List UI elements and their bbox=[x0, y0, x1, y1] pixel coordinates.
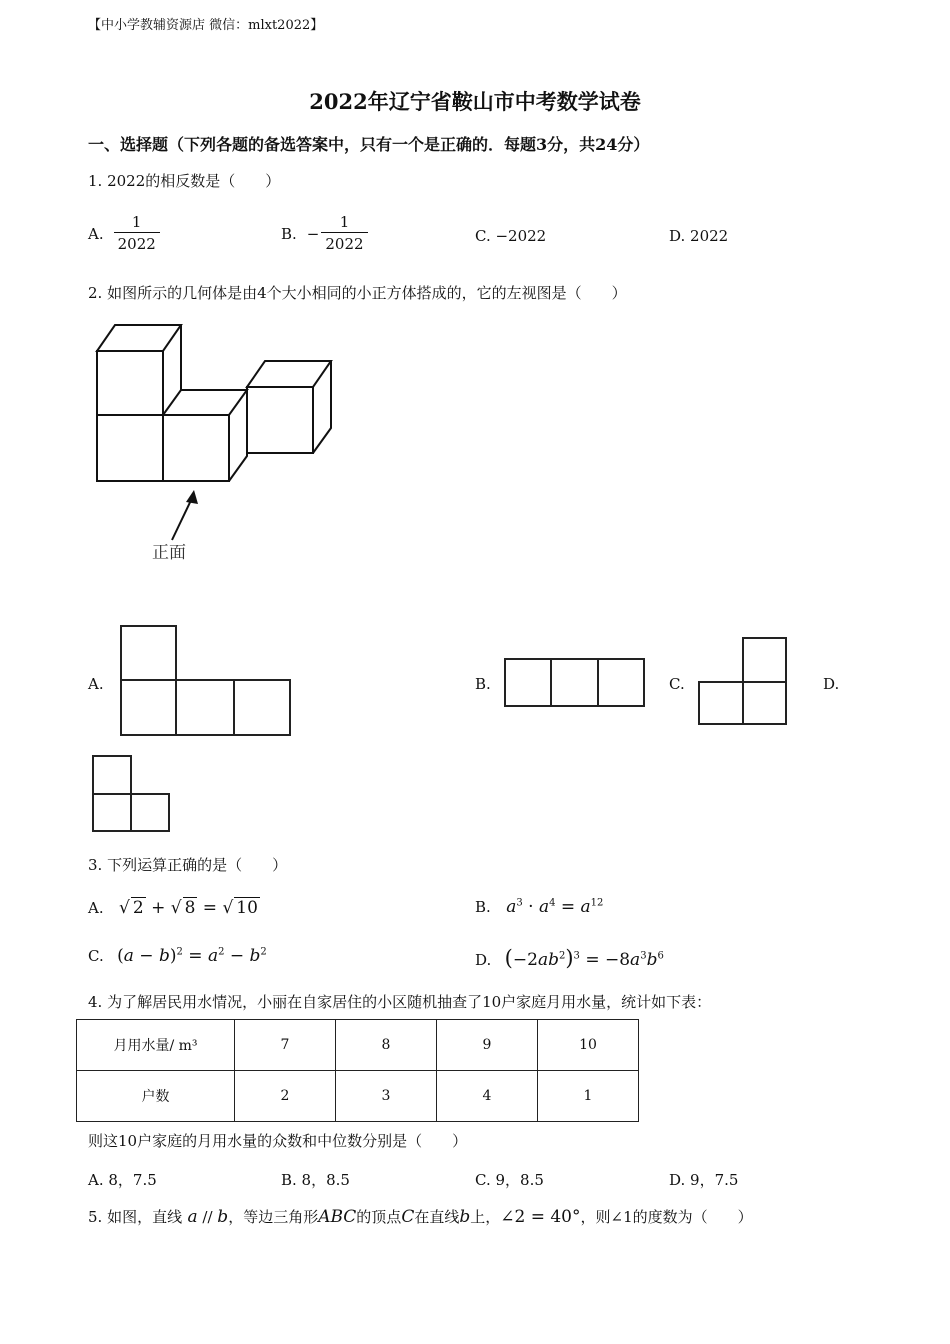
q1-option-b bbox=[281, 212, 368, 255]
q3-b-label: B. bbox=[475, 898, 491, 916]
q3-b-exp3: 12 bbox=[590, 897, 604, 909]
q3-option-d: D. $(-2ab^2)^3 = -8a^3b^6$ bbox=[475, 946, 664, 970]
q1-option-c: C. −2022 bbox=[475, 227, 547, 245]
water-usage-table bbox=[76, 1019, 639, 1122]
table-cell: 2 bbox=[235, 1071, 336, 1122]
table-cell: 4 bbox=[437, 1071, 538, 1122]
page-title: 2022年辽宁省鞍山市中考数学试卷 bbox=[309, 89, 641, 114]
q1-a-num: 1 bbox=[131, 213, 142, 231]
q1-a-fraction bbox=[114, 212, 160, 255]
q1-b-fraction bbox=[321, 212, 367, 255]
q1-option-d: D. 2022 bbox=[669, 227, 729, 245]
q3-a-label: A. bbox=[88, 899, 104, 917]
q3-d-coef: −8 bbox=[604, 950, 631, 970]
q1-option-a bbox=[88, 212, 160, 255]
q5-part: ，等边三角形 bbox=[228, 1208, 319, 1226]
table-cell: 3 bbox=[336, 1071, 437, 1122]
q1-b-den: 2022 bbox=[321, 232, 367, 255]
q2-b-label: B. bbox=[475, 675, 491, 693]
q5-part: 上， bbox=[470, 1208, 501, 1226]
table-row bbox=[77, 1020, 639, 1071]
table-row bbox=[77, 1071, 639, 1122]
q3-a-root3: 10 bbox=[236, 898, 258, 918]
q5-stem: 5. 如图，直线 a // b，等边三角形ABC的顶点C在直线b上，∠2 = 40°，则∠1的度数为（ ） bbox=[88, 1207, 753, 1227]
cube-solid-figure bbox=[90, 318, 340, 568]
table-cell: 9 bbox=[437, 1020, 538, 1071]
q1-b-num: 1 bbox=[339, 213, 350, 231]
q4-option-c: C. 9，8.5 bbox=[475, 1171, 544, 1189]
q4-stem: 4. 为了解居民用水情况，小丽在自家居住的小区随机抽查了10户家庭月用水量，统计如下表： bbox=[88, 993, 712, 1011]
q2-stem: 2. 如图所示的几何体是由4个大小相同的小正方体搭成的，它的左视图是（ ） bbox=[88, 284, 627, 302]
q2-d-label: D. bbox=[823, 675, 840, 693]
arrow-head-icon bbox=[186, 490, 198, 504]
table-cell: 7 bbox=[235, 1020, 336, 1071]
q3-stem: 3. 下列运算正确的是（ ） bbox=[88, 856, 288, 874]
q3-option-a: A. √ 2 + √ 8 = √ 10 bbox=[88, 898, 258, 918]
q1-a-label: A. bbox=[88, 224, 104, 243]
table-cell: 月用水量/ m³ bbox=[77, 1020, 235, 1071]
q4-question: 则这10户家庭的月用水量的众数和中位数分别是（ ） bbox=[88, 1132, 468, 1150]
q3-c-label: C. bbox=[88, 947, 104, 965]
q2-c-label: C. bbox=[669, 675, 685, 693]
q3-b-exp2: 4 bbox=[549, 897, 556, 909]
q5-part: 在直线 bbox=[414, 1208, 460, 1226]
page-header: 【中小学教辅资源店 微信：mlxt2022】 bbox=[88, 18, 324, 33]
q3-b-exp1: 3 bbox=[516, 897, 523, 909]
q1-a-den: 2022 bbox=[114, 232, 160, 255]
q2-a-label: A. bbox=[88, 675, 104, 693]
q5-angle: ∠2 = 40° bbox=[500, 1207, 581, 1227]
q4-option-d: D. 9，7.5 bbox=[669, 1171, 739, 1189]
cube-top-face bbox=[97, 325, 181, 351]
table-cell: 户数 bbox=[77, 1071, 235, 1122]
table-cell: 1 bbox=[538, 1071, 639, 1122]
q3-option-b: B. $a^3 \cdot a^4 = a^{12}$ bbox=[475, 897, 604, 917]
table-cell: 8 bbox=[336, 1020, 437, 1071]
q5-part: 的顶点 bbox=[356, 1208, 402, 1226]
q5-part: ，则∠1的度数为（ ） bbox=[580, 1208, 753, 1226]
section-heading: 一、选择题（下列各题的备选答案中，只有一个是正确的．每题3分，共24分） bbox=[88, 135, 650, 154]
q4-option-a: A. 8，7.5 bbox=[88, 1171, 157, 1189]
q3-a-root1: 2 bbox=[132, 898, 144, 918]
q3-option-c: C. $(a - b)^2 = a^2 - b^2$ bbox=[88, 946, 267, 966]
q3-d-label: D. bbox=[475, 951, 492, 969]
q1-b-label: B. bbox=[281, 224, 297, 243]
q5-part: 5. 如图，直线 bbox=[88, 1208, 183, 1226]
q1-b-sign: − bbox=[306, 224, 320, 243]
q3-a-root2: 8 bbox=[184, 898, 196, 918]
front-label: 正面 bbox=[152, 543, 186, 563]
q1-stem: 1. 2022的相反数是（ ） bbox=[88, 172, 281, 190]
q4-option-b: B. 8，8.5 bbox=[281, 1171, 350, 1189]
table-cell: 10 bbox=[538, 1020, 639, 1071]
